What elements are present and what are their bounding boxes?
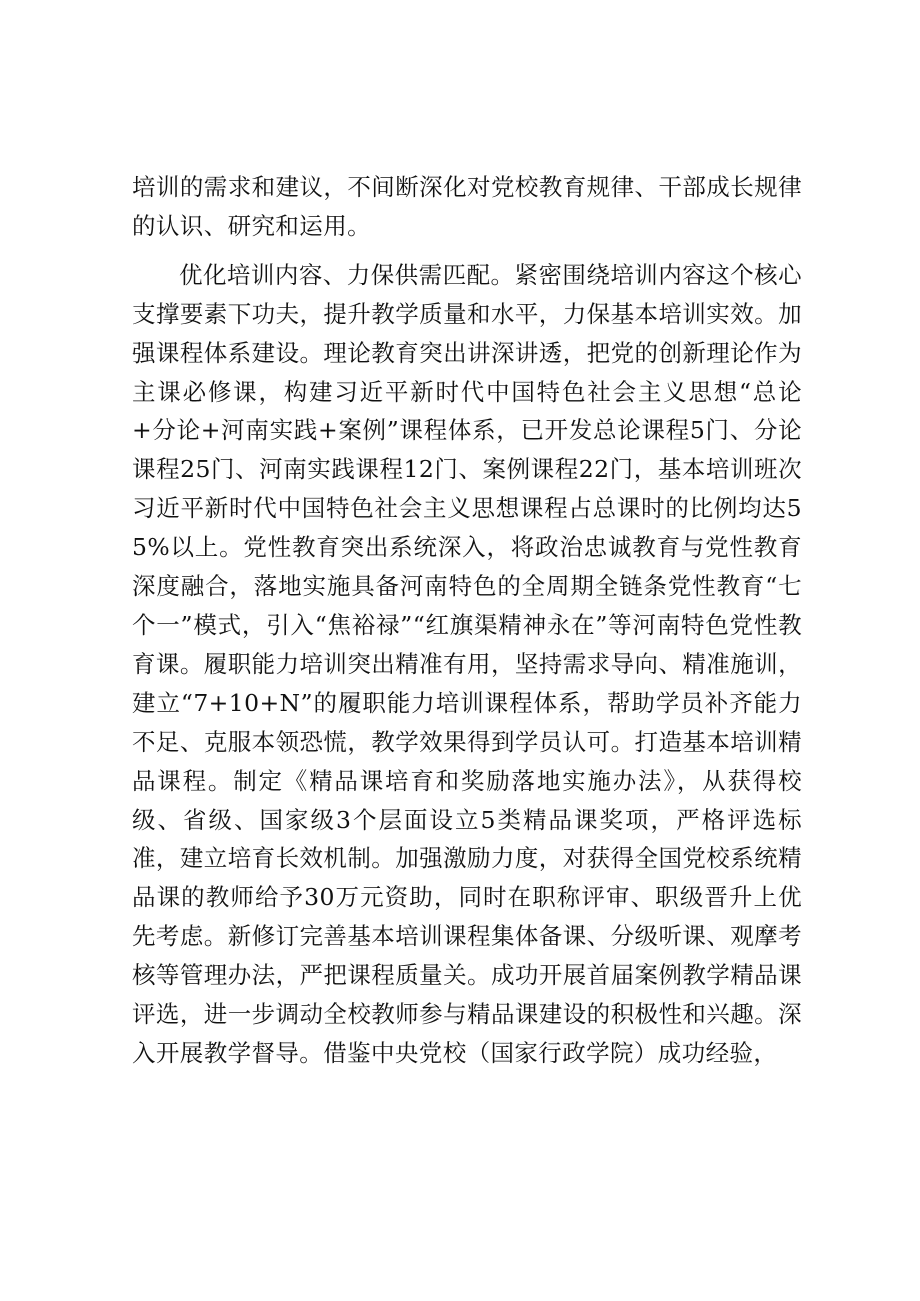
body-text (132, 168, 802, 1073)
paragraph-training-content: 优化培训内容、力保供需匹配。紧密围绕培训内容这个核心支撑要素下功夫，提升教学质量和水平，力保基本培训实效。加强课程体系建设。理论教育突出讲深讲透，把党的创新理论作为主课必修课，构建习近平新时代中国特色社会主义思想“总论+分论+河南实践+案例”课程体系，已开发总论课程5门、分论课程25门、河南实践课程12门、案例课程22门，基本培训班次习近平新时代中国特色社会主义思想课程占总课时的比例均达55%以上。党性教育突出系统深入，将政治忠诚教育与党性教育深度融合，落地实施具备河南特色的全周期全链条党性教育“七个一”模式，引入“焦裕禄”“红旗渠精神永在”等河南特色党性教育课。履职能力培训突出精准有用，坚持需求导向、精准施训，建立“7+10+N”的履职能力培训课程体系，帮助学员补齐能力不足、克服本领恐慌，教学效果得到学员认可。打造基本培训精品课程。制定《精品课培育和奖励落地实施办法》，从获得校级、省级、国家级3个层面设立5类精品课奖项，严格评选标准，建立培育长效机制。加强激励力度，对获得全国党校系统精品课的教师给予30万元资助，同时在职称评审、职级晋升上优先考虑。新修订完善基本培训课程集体备课、分级听课、观摩考核等管理办法，严把课程质量关。成功开展首届案例教学精品课评选，进一步调动全校教师参与精品课建设的积极性和兴趣。深入开展教学督导。借鉴中央党校（国家行政学院）成功经验， (132, 260, 802, 1067)
paragraph-continuation: 培训的需求和建议，不间断深化对党校教育规律、干部成长规律的认识、研究和运用。 (132, 173, 802, 240)
